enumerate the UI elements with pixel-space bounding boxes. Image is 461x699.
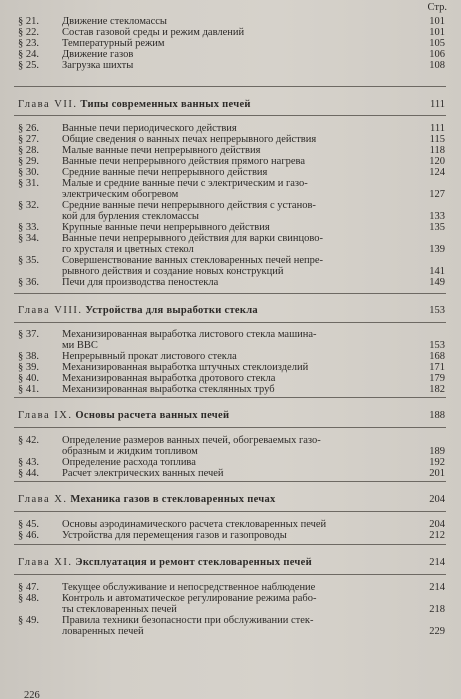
section-title: образным и жидким топливом: [62, 446, 198, 457]
section-number: § 27.: [18, 134, 39, 145]
section-number: § 39.: [18, 362, 39, 373]
section-divider: [14, 86, 446, 87]
chapter-label: Глава XI. Эксплуатация и ремонт стекловаренных печей: [18, 557, 312, 568]
chapter-label: Глава VII. Типы современных ванных печей: [18, 99, 251, 110]
section-title: Загрузка шихты: [62, 60, 134, 71]
section-number: § 29.: [18, 156, 39, 167]
toc-entry: [0, 582, 461, 593]
toc-entry: [0, 435, 461, 446]
section-divider: [14, 574, 446, 575]
toc-entry-continuation: [0, 340, 461, 351]
section-title: Текущее обслуживание и непосредственное наблюдение: [62, 582, 316, 593]
section-number: § 45.: [18, 519, 39, 530]
toc-entry: [0, 351, 461, 362]
page-ref: 192: [429, 457, 445, 468]
page-ref: 189: [429, 446, 445, 457]
section-title: Общие сведения о ванных печах непрерывного действия: [62, 134, 317, 145]
section-title: Непрерывный прокат листового стекла: [62, 351, 237, 362]
section-divider: [14, 544, 446, 545]
toc-entry-continuation: [0, 446, 461, 457]
toc-entry-continuation: [0, 604, 461, 615]
section-title: Механизированная выработка штучных стеклоизделий: [62, 362, 309, 373]
toc-entry: [0, 255, 461, 266]
section-number: § 48.: [18, 593, 39, 604]
page-ref: 108: [429, 60, 445, 71]
toc-entry-continuation: [0, 189, 461, 200]
section-title: Малые ванные печи непрерывного действия: [62, 145, 261, 156]
section-title: Температурный режим: [62, 38, 165, 49]
page-ref: 204: [429, 494, 445, 505]
section-number: § 23.: [18, 38, 39, 49]
toc-entry: [0, 233, 461, 244]
section-title: Определение расхода топлива: [62, 457, 196, 468]
page-ref: 135: [429, 222, 445, 233]
section-number: § 34.: [18, 233, 39, 244]
section-number: § 47.: [18, 582, 39, 593]
section-number: § 33.: [18, 222, 39, 233]
section-number: § 42.: [18, 435, 39, 446]
toc-entry: [0, 457, 461, 468]
section-title: рывного действия и создание новых конструкций: [62, 266, 284, 277]
section-divider: [14, 481, 446, 482]
toc-entry-continuation: [0, 626, 461, 637]
section-divider: [14, 115, 446, 116]
section-number: § 35.: [18, 255, 39, 266]
section-title: Состав газовой среды и режим давлений: [62, 27, 245, 38]
section-title: Ванные печи периодического действия: [62, 123, 237, 134]
toc-entry: [0, 145, 461, 156]
page-ref: 201: [429, 468, 445, 479]
section-title: Совершенствование ванных стекловаренных печей непре-: [62, 255, 324, 266]
page-ref: 111: [430, 123, 445, 134]
section-divider: [14, 322, 446, 323]
toc-entry-continuation: [0, 211, 461, 222]
toc-entry: [0, 277, 461, 288]
page-ref: 124: [429, 167, 445, 178]
toc-entry: [0, 362, 461, 373]
section-number: § 26.: [18, 123, 39, 134]
section-title: ми ВВС: [62, 340, 98, 351]
toc-entry: [0, 373, 461, 384]
page-ref: 115: [429, 134, 445, 145]
toc-entry: [0, 384, 461, 395]
page-ref: 188: [429, 410, 445, 421]
chapter-heading: [0, 305, 461, 316]
section-title: Правила техники безопасности при обслуживании стек-: [62, 615, 314, 626]
section-title: Контроль и автоматическое регулирование режима рабо-: [62, 593, 317, 604]
section-title: Малые и средние ванные печи с электрическим и газо-: [62, 178, 308, 189]
toc-entry-continuation: [0, 244, 461, 255]
page-ref: 106: [429, 49, 445, 60]
section-number: § 28.: [18, 145, 39, 156]
toc-entry: [0, 134, 461, 145]
page-ref: 171: [429, 362, 445, 373]
page-ref: 182: [429, 384, 445, 395]
toc-entry: [0, 49, 461, 60]
chapter-title: Основы расчета ванных печей: [72, 410, 230, 421]
chapter-title: Механика газов в стекловаренных печах: [67, 494, 276, 505]
section-title: Ванные печи непрерывного действия прямого нагрева: [62, 156, 306, 167]
page-ref: 218: [429, 604, 445, 615]
page-ref: 179: [429, 373, 445, 384]
page-ref: 101: [429, 27, 445, 38]
page-ref: 153: [429, 340, 445, 351]
section-divider: [14, 427, 446, 428]
section-title: Средние ванные печи непрерывного действия: [62, 167, 268, 178]
section-number: § 36.: [18, 277, 39, 288]
page-ref: 111: [430, 99, 445, 110]
chapter-heading: [0, 494, 461, 505]
toc-entry: [0, 329, 461, 340]
chapter-title: Устройства для выработки стекла: [82, 305, 258, 316]
toc-entry: [0, 27, 461, 38]
section-number: § 49.: [18, 615, 39, 626]
section-title: Средние ванные печи непрерывного действия с установ-: [62, 200, 316, 211]
section-title: Ванные печи непрерывного действия для варки свинцово-: [62, 233, 324, 244]
section-title: Крупные ванные печи непрерывного действия: [62, 222, 270, 233]
section-number: § 31.: [18, 178, 39, 189]
section-title: ты стекловаренных печей: [62, 604, 177, 615]
section-title: Печи для производства пеностекла: [62, 277, 219, 288]
section-divider: [14, 511, 446, 512]
chapter-title: Типы современных ванных печей: [77, 99, 251, 110]
section-title: го хрусталя и цветных стекол: [62, 244, 194, 255]
page-ref: 105: [429, 38, 445, 49]
page-column-header: Стр.: [427, 2, 447, 13]
page-ref: 141: [429, 266, 445, 277]
toc-entry: [0, 16, 461, 27]
toc-entry: [0, 200, 461, 211]
toc-entry: [0, 178, 461, 189]
section-title: Основы аэродинамического расчета стекловаренных печей: [62, 519, 327, 530]
section-number: § 40.: [18, 373, 39, 384]
section-number: § 38.: [18, 351, 39, 362]
toc-entry: [0, 530, 461, 541]
toc-entry: [0, 60, 461, 71]
section-number: § 41.: [18, 384, 39, 395]
section-number: § 37.: [18, 329, 39, 340]
section-title: Движение газов: [62, 49, 134, 60]
section-number: § 25.: [18, 60, 39, 71]
page-ref: 139: [429, 244, 445, 255]
section-title: Движение стекломассы: [62, 16, 167, 27]
toc-entry: [0, 615, 461, 626]
page-ref: 212: [429, 530, 445, 541]
section-number: § 44.: [18, 468, 39, 479]
toc-entry: [0, 123, 461, 134]
chapter-title: Эксплуатация и ремонт стекловаренных печей: [72, 557, 312, 568]
page-ref: 101: [429, 16, 445, 27]
section-number: § 43.: [18, 457, 39, 468]
chapter-heading: [0, 99, 461, 110]
section-title: кой для бурления стекломассы: [62, 211, 199, 222]
section-title: Механизированная выработка стеклянных труб: [62, 384, 275, 395]
section-divider: [14, 397, 446, 398]
page-ref: 168: [429, 351, 445, 362]
toc-entry: [0, 519, 461, 530]
page-ref: 133: [429, 211, 445, 222]
section-title: Определение размеров ванных печей, обогреваемых газо-: [62, 435, 321, 446]
toc-entry: [0, 468, 461, 479]
section-title: электрическим обогревом: [62, 189, 179, 200]
section-title: Устройства для перемещения газов и газопроводы: [62, 530, 287, 541]
section-title: Механизированная выработка дротового стекла: [62, 373, 276, 384]
chapter-heading: [0, 557, 461, 568]
chapter-heading: [0, 410, 461, 421]
section-divider: [14, 293, 446, 294]
section-title: Расчет электрических ванных печей: [62, 468, 224, 479]
section-number: § 32.: [18, 200, 39, 211]
toc-entry-continuation: [0, 266, 461, 277]
chapter-label: Глава IX. Основы расчета ванных печей: [18, 410, 230, 421]
section-number: § 21.: [18, 16, 39, 27]
section-number: § 46.: [18, 530, 39, 541]
page-number: 226: [24, 690, 40, 699]
section-title: ловаренных печей: [62, 626, 144, 637]
chapter-label: Глава X. Механика газов в стекловаренных печах: [18, 494, 276, 505]
toc-entry: [0, 222, 461, 233]
page-ref: 204: [429, 519, 445, 530]
page-ref: 214: [429, 557, 445, 568]
toc-entry: [0, 156, 461, 167]
chapter-label: Глава VIII. Устройства для выработки стекла: [18, 305, 258, 316]
page-ref: 149: [429, 277, 445, 288]
section-title: Механизированная выработка листового стекла машина-: [62, 329, 317, 340]
section-number: § 24.: [18, 49, 39, 60]
section-number: § 22.: [18, 27, 39, 38]
page-ref: 120: [429, 156, 445, 167]
page-ref: 153: [429, 305, 445, 316]
page-ref: 229: [429, 626, 445, 637]
page-ref: 118: [429, 145, 445, 156]
toc-entry: [0, 167, 461, 178]
page-ref: 214: [429, 582, 445, 593]
section-number: § 30.: [18, 167, 39, 178]
toc-entry: [0, 593, 461, 604]
toc-entry: [0, 38, 461, 49]
page-ref: 127: [429, 189, 445, 200]
